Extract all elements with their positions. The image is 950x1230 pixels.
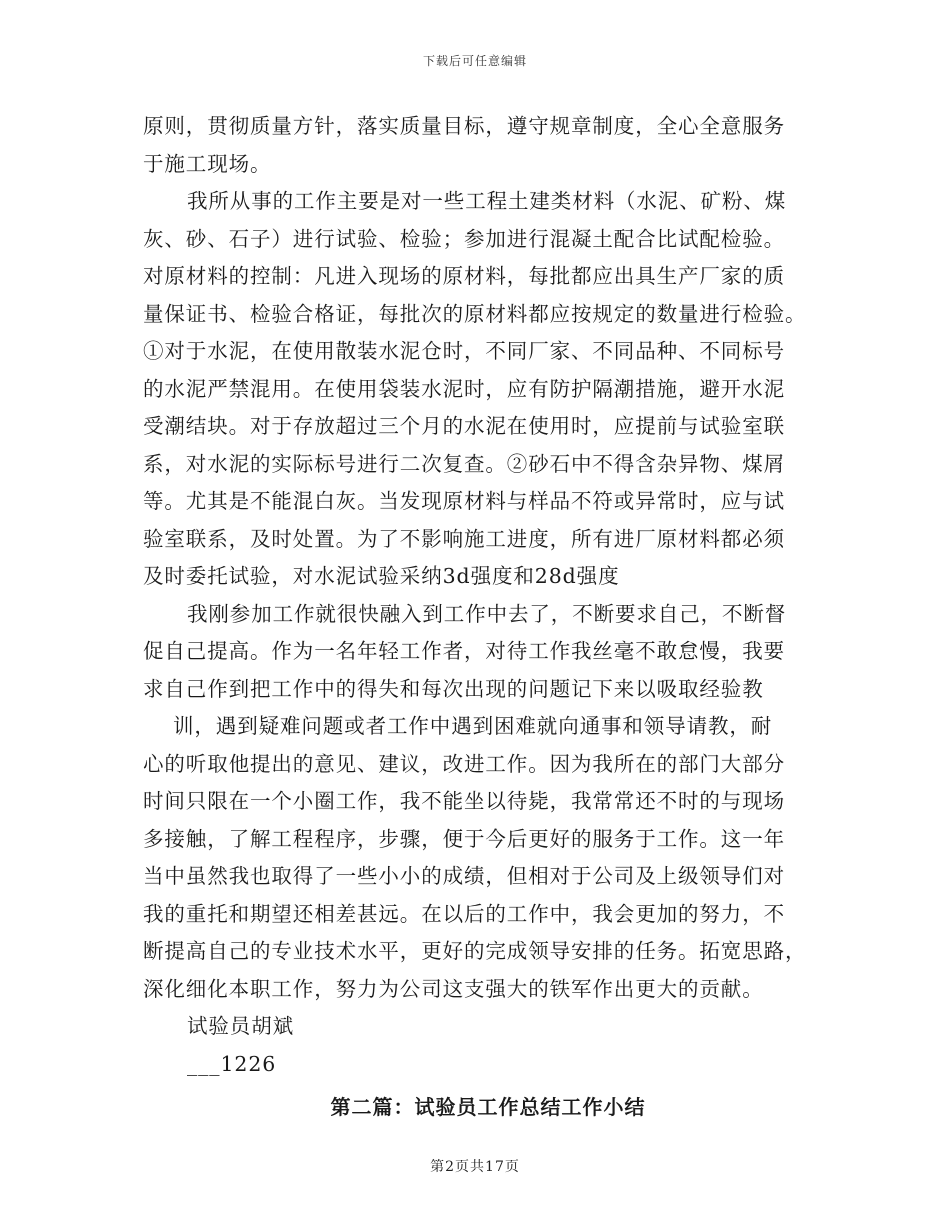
page-header: 下载后可任意编辑 xyxy=(422,54,527,68)
body-line: 受潮结块。对于存放超过三个月的水泥在使用时，应提前与试验室联 xyxy=(143,414,785,438)
body-line: 验室联系，及时处置。为了不影响施工进度，所有进厂原材料都必须 xyxy=(143,526,785,551)
body-line: 促自己提高。作为一名年轻工作者，对待工作我丝毫不敢怠慢，我要 xyxy=(143,639,785,663)
body-line: 我的重托和期望还相差甚远。在以后的工作中，我会更加的努力，不 xyxy=(143,901,785,926)
body-line: 等。尤其是不能混白灰。当发现原材料与样品不符或异常时，应与试 xyxy=(143,489,785,513)
signature-name: 试验员胡斌 xyxy=(187,1014,294,1038)
body-line: 当中虽然我也取得了一些小小的成绩，但相对于公司及上级领导们对 xyxy=(143,864,785,888)
paragraph-start: 我刚参加工作就很快融入到工作中去了，不断要求自己，不断督 xyxy=(187,601,787,626)
body-line: 原则，贯彻质量方针，落实质量目标，遵守规章制度，全心全意服务 xyxy=(143,114,785,138)
body-line: 系，对水泥的实际标号进行二次复查。②砂石中不得含杂异物、煤屑 xyxy=(143,451,785,476)
body-line: 深化细化本职工作，努力为公司这支强大的铁军作出更大的贡献。 xyxy=(143,976,764,1001)
body-line: 断提高自己的专业技术水平，更好的完成领导安排的任务。拓宽思路， xyxy=(143,939,807,963)
body-line: 对原材料的控制：凡进入现场的原材料，每批都应出具生产厂家的质 xyxy=(143,264,785,288)
body-line: 心的听取他提出的意见、建议，改进工作。因为我所在的部门大部分 xyxy=(143,751,785,776)
body-line: 时间只限在一个小圈工作，我不能坐以待毙，我常常还不时的与现场 xyxy=(143,789,785,813)
body-line: 的水泥严禁混用。在使用袋装水泥时，应有防护隔潮措施，避开水泥 xyxy=(143,376,785,401)
body-line: 量保证书、检验合格证，每批次的原材料都应按规定的数量进行检验。 xyxy=(143,301,807,326)
signature-date: ___1226 xyxy=(187,1051,277,1076)
body-line: 于施工现场。 xyxy=(143,151,272,176)
body-line: 灰、砂、石子）进行试验、检验；参加进行混凝土配合比试配检验。 xyxy=(143,226,785,251)
page-footer: 第2页共17页 xyxy=(430,1159,520,1175)
paragraph-start: 我所从事的工作主要是对一些工程土建类材料（水泥、矿粉、煤 xyxy=(187,189,787,213)
document-body xyxy=(143,108,813,1127)
body-line: 求自己作到把工作中的得失和每次出现的问题记下来以吸取经验教 xyxy=(143,676,764,701)
paragraph-start: 训，遇到疑难问题或者工作中遇到困难就向通事和领导请教，耐 xyxy=(173,714,773,738)
section-heading: 第二篇：试验员工作总结工作小结 xyxy=(330,1095,646,1119)
body-line: 多接触，了解工程程序，步骤，便于今后更好的服务于工作。这一年 xyxy=(143,826,785,851)
body-line: ①对于水泥，在使用散装水泥仓时，不同厂家、不同品种、不同标号 xyxy=(143,339,785,363)
body-line: 及时委托试验，对水泥试验采纳3d强度和28d强度 xyxy=(143,564,620,588)
